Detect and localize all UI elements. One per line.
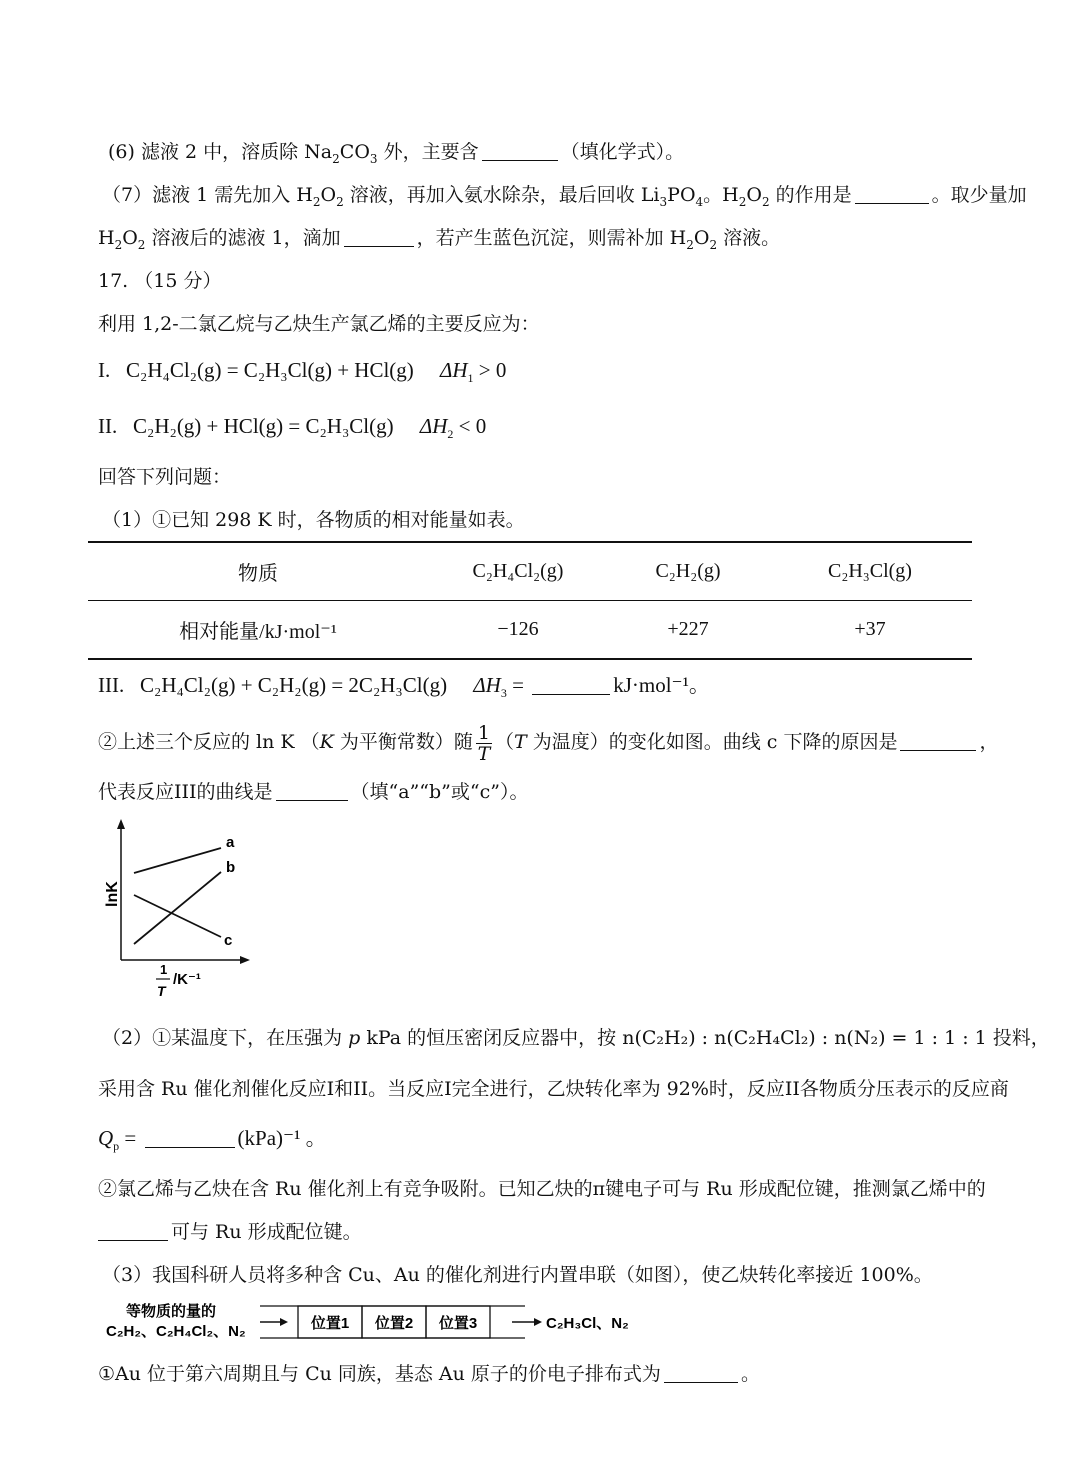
diagram-top-label: 等物质的量的 [126, 1303, 217, 1320]
p3-intro: （3）我国科研人员将多种含 Cu、Au 的催化剂进行内置串联（如图），使乙炔转化率接近 100%。 [102, 1264, 933, 1286]
p1-2-line2: 代表反应III的曲线是 （填“a”“b”或“c”）。 [98, 781, 529, 803]
answer-blank-dh3[interactable] [532, 675, 610, 695]
relative-energy-table [88, 541, 972, 660]
p2-line4: ②氯乙烯与乙炔在含 Ru 催化剂上有竞争吸附。已知乙炔的π键电子可与 Ru 形成配位键，推测氯乙烯中的 [98, 1178, 986, 1200]
reaction-1: I. C₂H₄Cl₂(g) = C₂H₃Cl(g) + HCl(g) $\Delta H_1 > 0$ [98, 358, 507, 386]
x-label-den: T [157, 983, 166, 999]
curve-label-b: b [226, 859, 236, 876]
catalyst-series-diagram [100, 1296, 660, 1348]
y-axis-label: lnK [104, 881, 121, 907]
answer-blank-coordination[interactable] [98, 1221, 168, 1241]
table-header-row: 物质 C₂H₄Cl₂(g) C₂H₂(g) C₂H₃Cl(g) [88, 542, 972, 601]
answer-blank-curve-c-reason[interactable] [900, 731, 976, 751]
output-arrow-icon [534, 1318, 542, 1326]
p2-line1: （2）①某温度下，在压强为 p kPa 的恒压密闭反应器中，按 n(C₂H₂) : n(C₂H₄Cl₂) : n(N₂) = 1 : 1 : 1 投料， [102, 1027, 1050, 1049]
x-label-num: 1 [160, 962, 168, 977]
y-axis-arrow-icon [117, 819, 125, 829]
curve-b [134, 872, 221, 944]
reaction-3: III. C₂H₄Cl₂(g) + C₂H₂(g) = 2C₂H₃Cl(g) $\Delta H_3 = kJ\cdot mol^{-1}$。 [98, 673, 710, 701]
p3-q1: ①Au 位于第六周期且与 Cu 同族，基态 Au 原子的价电子排布式为 。 [98, 1363, 760, 1385]
input-arrow-icon [280, 1318, 288, 1326]
p1-2-line1: ②上述三个反应的 ln K （K 为平衡常数）随 $\frac{1}{T}$ （T 为温度）的变化如图。曲线 c 下降的原因是 ， [98, 721, 999, 765]
q7-line1: （7）滤液 1 需先加入 $H_2O_2$ 溶液，再加入氨水除杂，最后回收 $Li_3PO_4$。$H_2O_2$ 的作用是 。取少量加 [102, 184, 1027, 209]
q7-line2: $H_2O_2$ 溶液后的滤液 1，滴加 ，若产生蓝色沉淀，则需补加 $H_2O_2$ 溶液。 [98, 227, 781, 252]
answer-blank-q7-role[interactable] [855, 184, 929, 204]
curve-a [134, 848, 221, 873]
position-2-label: 位置2 [374, 1315, 414, 1332]
curve-label-c: c [224, 932, 233, 949]
q6-line: (6) 滤液 2 中，溶质除 $Na_2CO_3$ 外，主要含 （填化学式）。 [108, 141, 685, 166]
position-1-label: 位置1 [310, 1315, 350, 1332]
answer-prompt: 回答下列问题： [98, 466, 232, 488]
lnk-graph [96, 815, 256, 1005]
x-label-unit: /K⁻¹ [173, 971, 201, 988]
answer-blank-au-config[interactable] [664, 1363, 738, 1383]
q6-number: (6) [108, 141, 135, 163]
q17-intro: 利用 1,2-二氯乙烷与乙炔生产氯乙烯的主要反应为： [98, 313, 540, 335]
p2-line5: 可与 Ru 形成配位键。 [98, 1218, 362, 1246]
answer-blank-qp[interactable] [145, 1128, 235, 1148]
position-3-label: 位置3 [438, 1315, 478, 1332]
diagram-outputs: C₂H₃Cl、N₂ [546, 1315, 629, 1332]
table-row: 相对能量/kJ·mol⁻¹ −126 +227 +37 [88, 601, 972, 660]
diagram-inputs: C₂H₂、C₂H₄Cl₂、N₂ [106, 1323, 246, 1340]
p2-line2: 采用含 Ru 催化剂催化反应I和II。当反应I完全进行，乙炔转化率为 92%时，反应II各物质分压表示的反应商 [98, 1078, 1009, 1100]
answer-blank-q6[interactable] [482, 141, 558, 161]
answer-blank-curve-rxn3[interactable] [276, 781, 348, 801]
x-axis-arrow-icon [240, 956, 250, 964]
reaction-2: II. C₂H₂(g) + HCl(g) = C₂H₃Cl(g) $\Delta H_2 < 0$ [98, 414, 487, 442]
p1-intro: （1）①已知 298 K 时，各物质的相对能量如表。 [102, 509, 525, 531]
fraction-1-over-T: $\frac{1}{T}$ [477, 721, 491, 765]
curve-c [134, 895, 221, 937]
curve-label-a: a [226, 834, 235, 851]
p2-line3: $Q_p = (kPa)^{-1}$ 。 [98, 1126, 327, 1154]
q17-header: 17. （15 分） [98, 270, 222, 292]
answer-blank-q7-reagent[interactable] [344, 227, 414, 247]
